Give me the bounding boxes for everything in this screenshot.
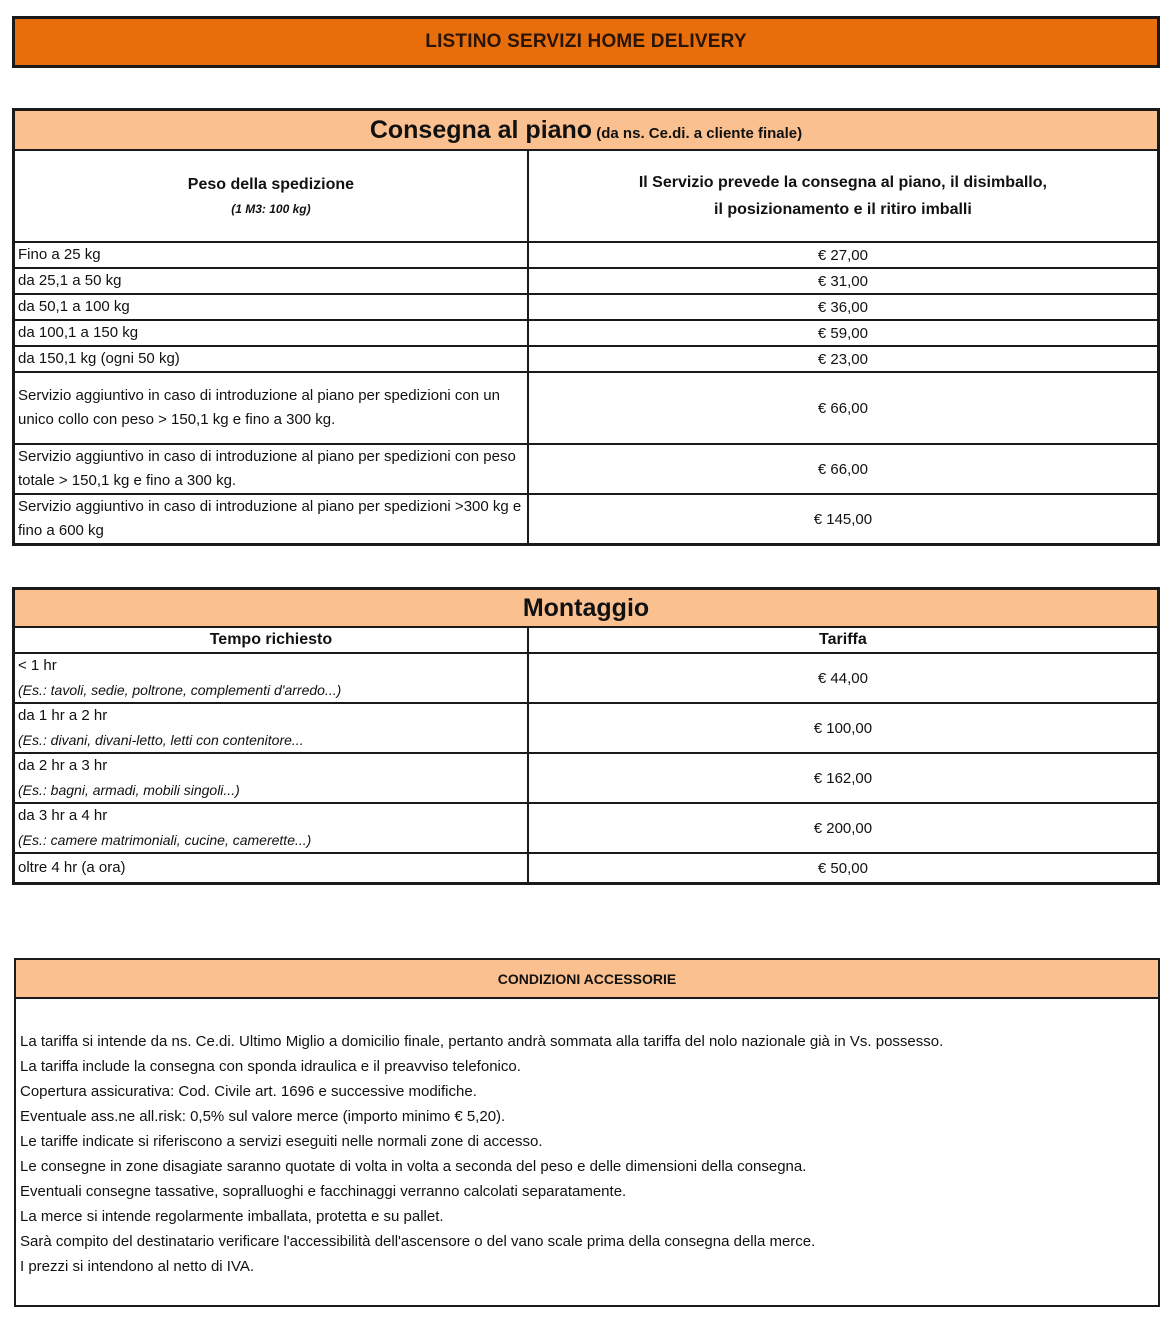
time-label: da 1 hr a 2 hr [18, 707, 108, 724]
table-row [14, 653, 1159, 703]
price-value: € 27,00 [528, 242, 1159, 268]
service-header-line-2: il posizionamento e il ritiro imballi [714, 201, 972, 218]
rate-column-header: Tariffa [528, 627, 1159, 653]
price-value: € 31,00 [528, 268, 1159, 294]
service-label: Servizio aggiuntivo in caso di introduzione al piano per spedizioni con un unico collo con peso > 150,1 kg e fino a 300 kg. [14, 372, 528, 444]
weight-column-header [14, 150, 528, 242]
time-label: < 1 hr [18, 657, 57, 674]
condition-line: Le consegne in zone disagiate saranno quotate di volta in volta a seconda del peso e delle dimensioni della consegna. [20, 1158, 807, 1175]
condition-line: La tariffa include la consegna con sponda idraulica e il preavviso telefonico. [20, 1058, 521, 1075]
table-row [14, 753, 1159, 803]
time-cell [14, 753, 528, 803]
weight-label: da 100,1 a 150 kg [14, 320, 528, 346]
condition-line: Eventuali consegne tassative, sopralluoghi e facchinaggi verranno calcolati separatamente. [20, 1183, 627, 1200]
time-example: (Es.: divani, divani-letto, letti con contenitore... [18, 732, 304, 748]
table-row [14, 372, 1159, 444]
delivery-title: Consegna al piano [369, 115, 593, 144]
assembly-title: Montaggio [14, 589, 1159, 628]
price-value: € 59,00 [528, 320, 1159, 346]
delivery-table-title [14, 110, 1159, 151]
price-value: € 36,00 [528, 294, 1159, 320]
weight-label: da 50,1 a 100 kg [14, 294, 528, 320]
condition-line: Eventuale ass.ne all.risk: 0,5% sul valore merce (importo minimo € 5,20). [20, 1108, 506, 1125]
conditions-box [14, 958, 1160, 1307]
table-row [14, 853, 1159, 884]
price-value: € 50,00 [528, 853, 1159, 884]
price-value: € 66,00 [528, 372, 1159, 444]
delivery-price-table [12, 108, 1160, 546]
weight-label: da 150,1 kg (ogni 50 kg) [14, 346, 528, 372]
time-label: da 3 hr a 4 hr [18, 807, 108, 824]
service-label: Servizio aggiuntivo in caso di introduzione al piano per spedizioni >300 kg e fino a 600 kg [14, 494, 528, 545]
price-value: € 162,00 [528, 753, 1159, 803]
table-row [14, 294, 1159, 320]
time-example: (Es.: tavoli, sedie, poltrone, complementi d'arredo...) [18, 682, 342, 698]
time-cell [14, 803, 528, 853]
conditions-title: CONDIZIONI ACCESSORIE [16, 960, 1158, 999]
condition-line: Sarà compito del destinatario verificare l'accessibilità dell'ascensore o del vano scale prima della consegna della merce. [20, 1233, 816, 1250]
time-cell [14, 703, 528, 753]
weight-header-note: (1 M3: 100 kg) [231, 202, 311, 216]
conditions-list [16, 999, 1158, 1279]
condition-line: Le tariffe indicate si riferiscono a servizi eseguiti nelle normali zone di accesso. [20, 1133, 543, 1150]
price-value: € 200,00 [528, 803, 1159, 853]
weight-label: Fino a 25 kg [14, 242, 528, 268]
time-column-header: Tempo richiesto [14, 627, 528, 653]
condition-line: La merce si intende regolarmente imballata, protetta e su pallet. [20, 1208, 444, 1225]
table-row [14, 494, 1159, 545]
table-row [14, 242, 1159, 268]
price-value: € 100,00 [528, 703, 1159, 753]
price-value: € 23,00 [528, 346, 1159, 372]
table-row [14, 803, 1159, 853]
time-example: (Es.: camere matrimoniali, cucine, camerette...) [18, 832, 312, 848]
time-label: oltre 4 hr (a ora) [14, 853, 528, 884]
assembly-price-table [12, 587, 1160, 885]
time-label: da 2 hr a 3 hr [18, 757, 108, 774]
weight-header-label: Peso della spedizione [187, 176, 355, 193]
condition-line: La tariffa si intende da ns. Ce.di. Ultimo Miglio a domicilio finale, pertanto andrà sommata alla tariffa del nolo nazionale già in Vs. possesso. [20, 1033, 944, 1050]
table-row [14, 320, 1159, 346]
table-row [14, 703, 1159, 753]
page-banner-title: LISTINO SERVIZI HOME DELIVERY [12, 16, 1160, 68]
table-row [14, 346, 1159, 372]
service-header-line-1: Il Servizio prevede la consegna al piano, il disimballo, [638, 174, 1047, 191]
condition-line: I prezzi si intendono al netto di IVA. [20, 1258, 255, 1275]
time-example: (Es.: bagni, armadi, mobili singoli...) [18, 782, 240, 798]
price-value: € 44,00 [528, 653, 1159, 703]
price-value: € 145,00 [528, 494, 1159, 545]
table-row [14, 268, 1159, 294]
table-row [14, 444, 1159, 494]
service-column-header [528, 150, 1159, 242]
time-cell [14, 653, 528, 703]
price-value: € 66,00 [528, 444, 1159, 494]
service-label: Servizio aggiuntivo in caso di introduzione al piano per spedizioni con peso totale > 150,1 kg e fino a 300 kg. [14, 444, 528, 494]
weight-label: da 25,1 a 50 kg [14, 268, 528, 294]
delivery-subtitle: (da ns. Ce.di. a cliente finale) [596, 124, 803, 142]
condition-line: Copertura assicurativa: Cod. Civile art. 1696 e successive modifiche. [20, 1083, 477, 1100]
